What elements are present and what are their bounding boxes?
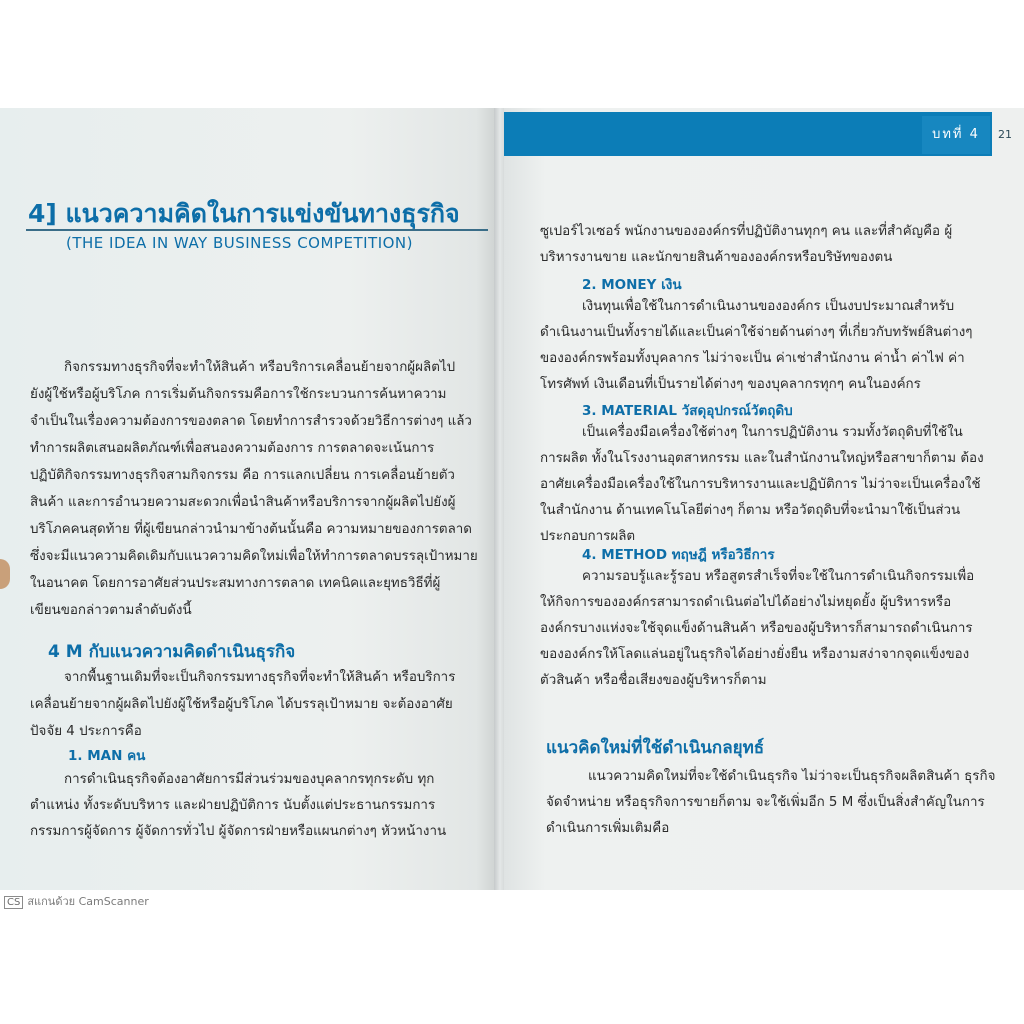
section-subtitle: (THE IDEA IN WAY BUSINESS COMPETITION) — [66, 234, 413, 252]
money-line: ดำเนินงานเป็นทั้งรายได้และเป็นค่าใช้จ่ายด้านต่างๆ ที่เกี่ยวกับทรัพย์สินต่างๆ — [540, 325, 973, 340]
intro-line: ปฏิบัติกิจกรรมทางธุรกิจสามกิจกรรม คือ การแลกเปลี่ยน การเคลื่อนย้ายตัว — [30, 468, 455, 483]
chapter-banner — [504, 112, 992, 156]
man-heading: 1. MAN คน — [68, 748, 146, 764]
money-heading: 2. MONEY เงิน — [582, 277, 682, 293]
method-line: องค์กรบางแห่งจะใช้จุดแข็งด้านสินค้า หรือของผู้บริหารก็สามารถดำเนินการ — [540, 621, 973, 636]
section-line: ปัจจัย 4 ประการคือ — [30, 724, 142, 739]
intro-line: ซึ่งจะมีแนวความคิดเดิมกับแนวความคิดใหม่เพื่อให้ทำการตลาดบรรลุเป้าหมาย — [30, 549, 478, 564]
title-underline — [26, 229, 488, 231]
page-number: 21 — [998, 128, 1012, 141]
material-line: การผลิต ทั้งในโรงงานอุตสาหกรรม และในสำนักงานใหญ่หรือสาขาก็ตาม ต้อง — [540, 451, 984, 466]
book-gutter — [494, 108, 504, 890]
method-heading: 4. METHOD ทฤษฎี หรือวิธีการ — [582, 547, 775, 563]
left-page — [0, 108, 496, 890]
intro-line: สินค้า และการอำนวยความสะดวกเพื่อนำสินค้าหรือบริการจากผู้ผลิตไปยังผู้ — [30, 495, 456, 510]
camscanner-logo: CS — [4, 896, 23, 909]
method-line: ความรอบรู้และรู้รอบ หรือสูตรสำเร็จที่จะใช้ในการดำเนินกิจกรรมเพื่อ — [582, 569, 975, 584]
intro-line: กิจกรรมทางธุรกิจที่จะทำให้สินค้า หรือบริการเคลื่อนย้ายจากผู้ผลิตไป — [64, 360, 456, 375]
scanner-watermark — [4, 892, 149, 910]
money-line: เงินทุนเพื่อใช้ในการดำเนินงานขององค์กร เป็นงบประมาณสำหรับ — [582, 299, 955, 314]
method-line: ขององค์กรให้โลดแล่นอยู่ในธุรกิจได้อย่างยั่งยืน หรืองามสง่าจากจุดแข็งของ — [540, 647, 970, 662]
new-strategy-line: แนวความคิดใหม่ที่จะใช้ดำเนินธุรกิจ ไม่ว่าจะเป็นธุรกิจผลิตสินค้า ธุรกิจ — [588, 769, 996, 784]
material-heading: 3. MATERIAL วัสดุอุปกรณ์วัตถุดิบ — [582, 403, 793, 419]
material-line: ในสำนักงาน ด้านเทคโนโลยีต่างๆ ก็ตาม หรือวัตถุดิบที่จะนำมาใช้เป็นส่วน — [540, 503, 961, 518]
thumb-mark — [0, 559, 10, 589]
man-line: กรรมการผู้จัดการ ผู้จัดการทั่วไป ผู้จัดการฝ่ายหรือแผนกต่างๆ หัวหน้างาน — [30, 824, 447, 839]
new-strategy-line: ดำเนินการเพิ่มเติมคือ — [546, 821, 670, 836]
method-line: ตัวสินค้า หรือชื่อเสียงของผู้บริหารก็ตาม — [540, 673, 767, 688]
material-line: อาศัยเครื่องมือเครื่องใช้ในการบริหารงานและปฏิบัติการ ไม่ว่าจะเป็นเครื่องใช้ — [540, 477, 981, 492]
chapter-label: บทที่ 4 — [922, 116, 990, 154]
material-line: เป็นเครื่องมือเครื่องใช้ต่างๆ ในการปฏิบัติงาน รวมทั้งวัตถุดิบที่ใช้ใน — [582, 425, 963, 440]
right-page — [504, 108, 1024, 890]
intro-line: เขียนขอกล่าวตามลำดับดังนี้ — [30, 603, 192, 618]
man-line: ตำแหน่ง ทั้งระดับบริหาร และฝ่ายปฏิบัติการ นับตั้งแต่ประธานกรรมการ — [30, 798, 436, 813]
section-line: จากพื้นฐานเดิมที่จะเป็นกิจกรรมทางธุรกิจที่จะทำให้สินค้า หรือบริการ — [64, 670, 456, 685]
continued-line: บริหารงานขาย และนักขายสินค้าขององค์กรหรือบริษัทของตน — [540, 250, 893, 265]
money-line: ขององค์กรพร้อมทั้งบุคลากร ไม่ว่าจะเป็น ค่าเช่าสำนักงาน ค่าน้ำ ค่าไฟ ค่า — [540, 351, 965, 366]
book-spread — [0, 108, 1024, 890]
intro-line: ยังผู้ใช้หรือผู้บริโภค การเริ่มต้นกิจกรรมคือการใช้กระบวนการค้นหาความ — [30, 387, 447, 402]
method-line: ให้กิจการขององค์กรสามารถดำเนินต่อไปได้อย่างไม่หยุดยั้ง ผู้บริหารหรือ — [540, 595, 952, 610]
intro-line: ทำการผลิตเสนอผลิตภัณฑ์เพื่อสนองความต้องการ การตลาดจะเน้นการ — [30, 441, 435, 456]
money-line: โทรศัพท์ เงินเดือนที่เป็นรายได้ต่างๆ ของบุคลากรทุกๆ คนในองค์กร — [540, 377, 921, 392]
continued-line: ซูเปอร์ไวเซอร์ พนักงานขององค์กรที่ปฏิบัติงานทุกๆ คน และที่สำคัญคือ ผู้ — [540, 224, 953, 239]
man-line: การดำเนินธุรกิจต้องอาศัยการมีส่วนร่วมของบุคลากรทุกระดับ ทุก — [64, 772, 435, 787]
new-strategy-heading: แนวคิดใหม่ที่ใช้ดำเนินกลยุทธ์ — [546, 738, 765, 758]
section-heading-4m: 4 M กับแนวความคิดดำเนินธุรกิจ — [48, 642, 296, 662]
section-line: เคลื่อนย้ายจากผู้ผลิตไปยังผู้ใช้หรือผู้บริโภค ได้บรรลุเป้าหมาย จะต้องอาศัย — [30, 697, 453, 712]
new-strategy-line: จัดจำหน่าย หรือธุรกิจการขายก็ตาม จะใช้เพิ่มอีก 5 M ซึ่งเป็นสิ่งสำคัญในการ — [546, 795, 985, 810]
intro-line: บริโภคคนสุดท้าย ที่ผู้เขียนกล่าวนำมาข้างต้นนั้นคือ ความหมายของการตลาด — [30, 522, 473, 537]
watermark-text: สแกนด้วย CamScanner — [27, 895, 149, 908]
material-line: ประกอบการผลิต — [540, 529, 636, 544]
section-title: 4] แนวความคิดในการแข่งขันทางธุรกิจ — [28, 199, 460, 228]
intro-line: ในอนาคต โดยการอาศัยส่วนประสมทางการตลาด เทคนิคและยุทธวิธีที่ผู้ — [30, 576, 441, 591]
intro-line: จำเป็นในเรื่องความต้องการของตลาด โดยทำการสำรวจด้วยวิธีการต่างๆ แล้ว — [30, 414, 472, 429]
